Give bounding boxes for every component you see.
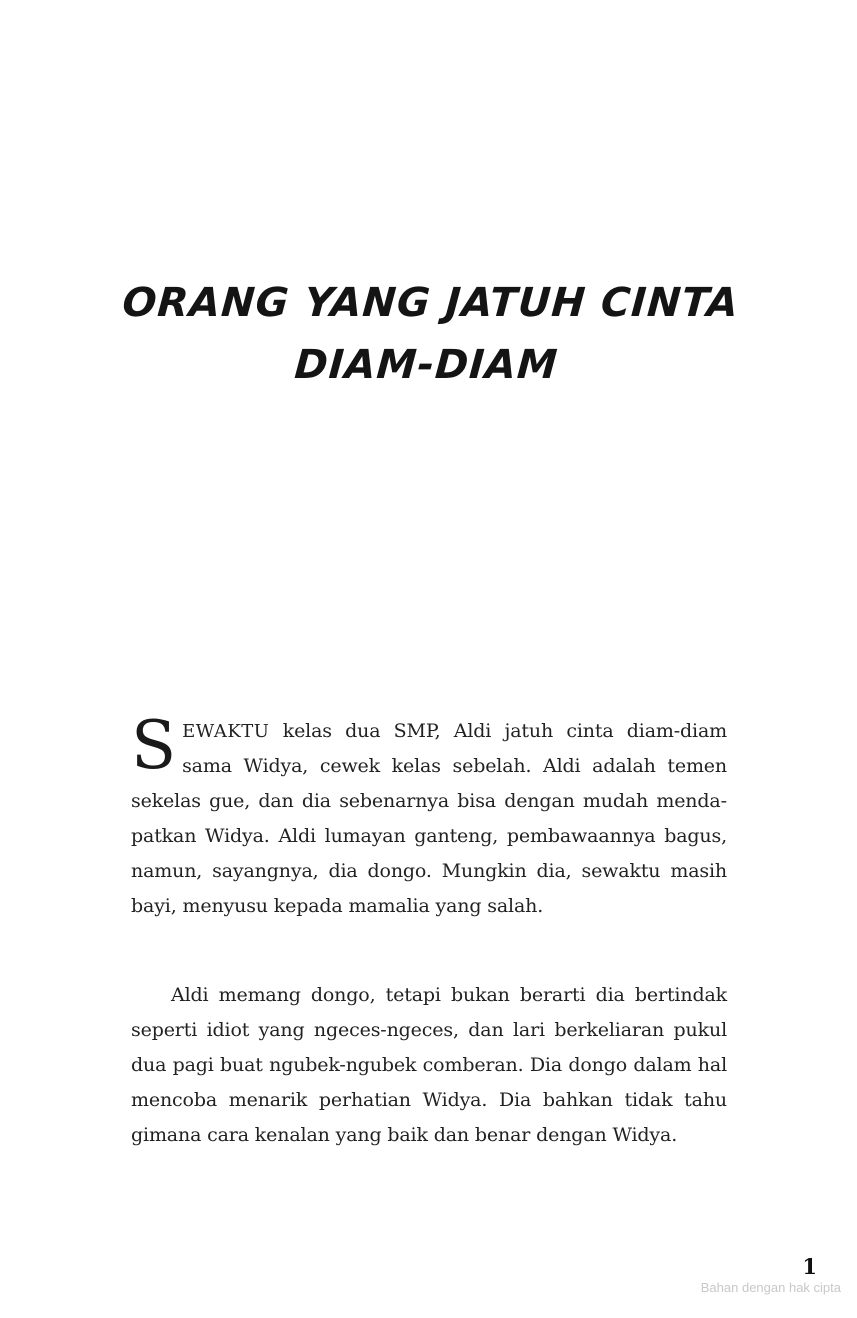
paragraph-1-smallcaps: EWAKTU — [182, 721, 270, 742]
copyright-watermark: Bahan dengan hak cipta — [700, 1280, 841, 1295]
paragraph-2: Aldi memang dongo, tetapi bukan berarti dia bertindak seperti idiot yang ngeces-ngeces, dan lari berkeliaran pukul dua pagi buat ngubek-ngubek comberan. Dia dongo dalam hal mencoba menarik perhatian Widya. Dia bahkan tidak tahu gimana cara kenalan yang baik dan benar dengan Widya. — [131, 984, 727, 1146]
page-number: 1 — [802, 1254, 817, 1279]
chapter-title — [0, 272, 857, 396]
drop-cap: S — [131, 707, 177, 784]
paragraph-1 — [131, 707, 727, 924]
paragraph-1-text: kelas dua SMP, Aldi jatuh cinta diam-diam sama Widya, cewek kelas sebelah. Aldi adalah temen sekelas gue, dan dia sebenarnya bisa dengan mudah mendapatkan Widya. Aldi lumayan ganteng, pembawaannya bagus, namun, sayangnya, dia dongo. Mungkin dia, sewaktu masih bayi, menyusu kepada mamalia yang salah. — [131, 720, 727, 917]
chapter-title-line-1: ORANG YANG JATUH CINTA — [120, 280, 741, 326]
chapter-title-line-2: DIAM-DIAM — [293, 342, 560, 388]
